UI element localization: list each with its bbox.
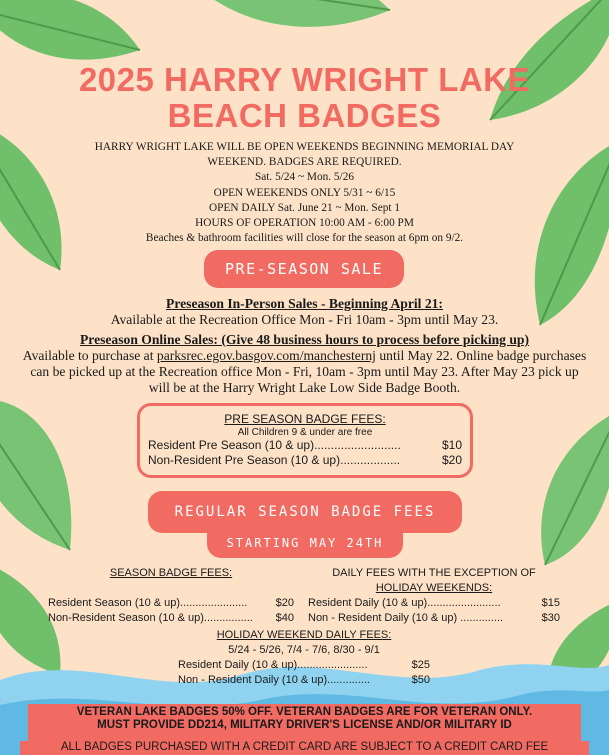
intro-line: HARRY WRIGHT LAKE WILL BE OPEN WEEKENDS BEGINNING MEMORIAL DAY <box>94 141 515 153</box>
fee-label: Resident Daily (10 & up)....................... <box>178 659 368 671</box>
fee-row <box>178 673 430 688</box>
banner-line-1: VETERAN LAKE BADGES 50% OFF. VETERAN BADGES ARE FOR VETERAN ONLY. <box>76 706 533 718</box>
intro-line: WEEKEND. BADGES ARE REQUIRED. <box>207 156 402 169</box>
online-purchase-link[interactable]: parksrec.egov.basgov.com/manchesternj <box>156 348 376 363</box>
daily-fees-column <box>308 566 560 626</box>
fee-price: $15 <box>541 597 560 609</box>
intro-line: Beaches & bathroom facilities will close for the season at 6pm on 9/2. <box>145 232 464 245</box>
fee-price: $10 <box>441 438 462 452</box>
fee-row <box>148 438 462 453</box>
title-line-1: 2025 HARRY WRIGHT LAKE <box>78 61 531 98</box>
starting-date-pill: STARTING MAY 24TH <box>207 530 403 558</box>
regular-season-pill: REGULAR SEASON BADGE FEES <box>148 491 462 533</box>
fee-row <box>48 596 294 611</box>
fee-price: $50 <box>411 674 430 686</box>
fee-price: $30 <box>541 612 560 624</box>
fee-price: $20 <box>275 597 294 609</box>
daily-fees-heading: DAILY FEES WITH THE EXCEPTION OF <box>332 567 536 579</box>
online-text <box>20 348 589 396</box>
fee-label: Non - Resident Daily (10 & up) .............. <box>308 612 504 624</box>
page-title <box>0 62 609 134</box>
preseason-in-person <box>20 296 589 328</box>
fee-label: Resident Season (10 & up)...................... <box>48 597 248 609</box>
fee-row <box>178 658 430 673</box>
fee-row <box>148 453 462 468</box>
in-person-heading: Preseason In-Person Sales - Beginning April 21: <box>166 296 443 311</box>
holiday-fees-heading: HOLIDAY WEEKEND DAILY FEES: <box>216 629 392 641</box>
season-fees-heading: SEASON BADGE FEES: <box>109 567 233 579</box>
in-person-text: Available at the Recreation Office Mon - Fri 10am - 3pm until May 23. <box>110 312 499 327</box>
fee-row <box>48 611 294 626</box>
fee-row <box>308 611 560 626</box>
season-fees-column <box>48 566 294 626</box>
pre-fees-note: All Children 9 & under are free <box>237 427 373 438</box>
preseason-sale-pill: PRE-SEASON SALE <box>204 250 404 288</box>
fee-label: Non - Resident Daily (10 & up).............. <box>178 674 370 686</box>
title-line-2: BEACH BADGES <box>167 97 442 134</box>
intro-line: OPEN WEEKENDS ONLY 5/31 ~ 6/15 <box>213 186 396 199</box>
fee-price: $25 <box>411 659 430 671</box>
holiday-dates: 5/24 - 5/26, 7/4 - 7/6, 8/30 - 9/1 <box>228 644 380 656</box>
preseason-fees-box <box>137 403 473 478</box>
fee-label: Resident Daily (10 & up)........................ <box>308 597 501 609</box>
daily-fees-subheading: HOLIDAY WEEKENDS: <box>375 582 493 594</box>
fee-label: Resident Pre Season (10 & up).......................... <box>148 438 401 452</box>
pre-fees-heading: PRE SEASON BADGE FEES: <box>224 412 386 426</box>
schedule-info <box>60 140 549 246</box>
banner-line-2: MUST PROVIDE DD214, MILITARY DRIVER'S LICENSE AND/OR MILITARY ID <box>97 718 512 731</box>
credit-card-banner: ALL BADGES PURCHASED WITH A CREDIT CARD ARE SUBJECT TO A CREDIT CARD FEE <box>20 741 589 755</box>
preseason-online <box>20 332 589 396</box>
intro-line: OPEN DAILY Sat. June 21 ~ Mon. Sept 1 <box>209 201 400 214</box>
fee-label: Non-Resident Season (10 & up)................ <box>48 612 253 624</box>
online-text-start: Available to purchase at <box>22 348 157 363</box>
holiday-fees-section <box>178 628 430 688</box>
online-heading: Preseason Online Sales: (Give 48 business hours to process before picking up) <box>79 332 529 347</box>
intro-line: Sat. 5/24 ~ Mon. 5/26 <box>254 171 354 184</box>
veteran-banner <box>28 704 581 742</box>
fee-row <box>308 596 560 611</box>
fee-label: Non-Resident Pre Season (10 & up).................. <box>148 453 401 467</box>
fee-price: $20 <box>441 453 462 467</box>
intro-line: HOURS OF OPERATION 10:00 AM - 6:00 PM <box>195 217 414 230</box>
fee-price: $40 <box>275 612 294 624</box>
online-text-end: until May 22. Online badge purchases can be picked up at the Recreation office Mon - Fri, 10am - 3pm until May 23. After May 23 pick up will be at the Harry Wright Lake Low Side Badge Booth. <box>30 348 587 395</box>
